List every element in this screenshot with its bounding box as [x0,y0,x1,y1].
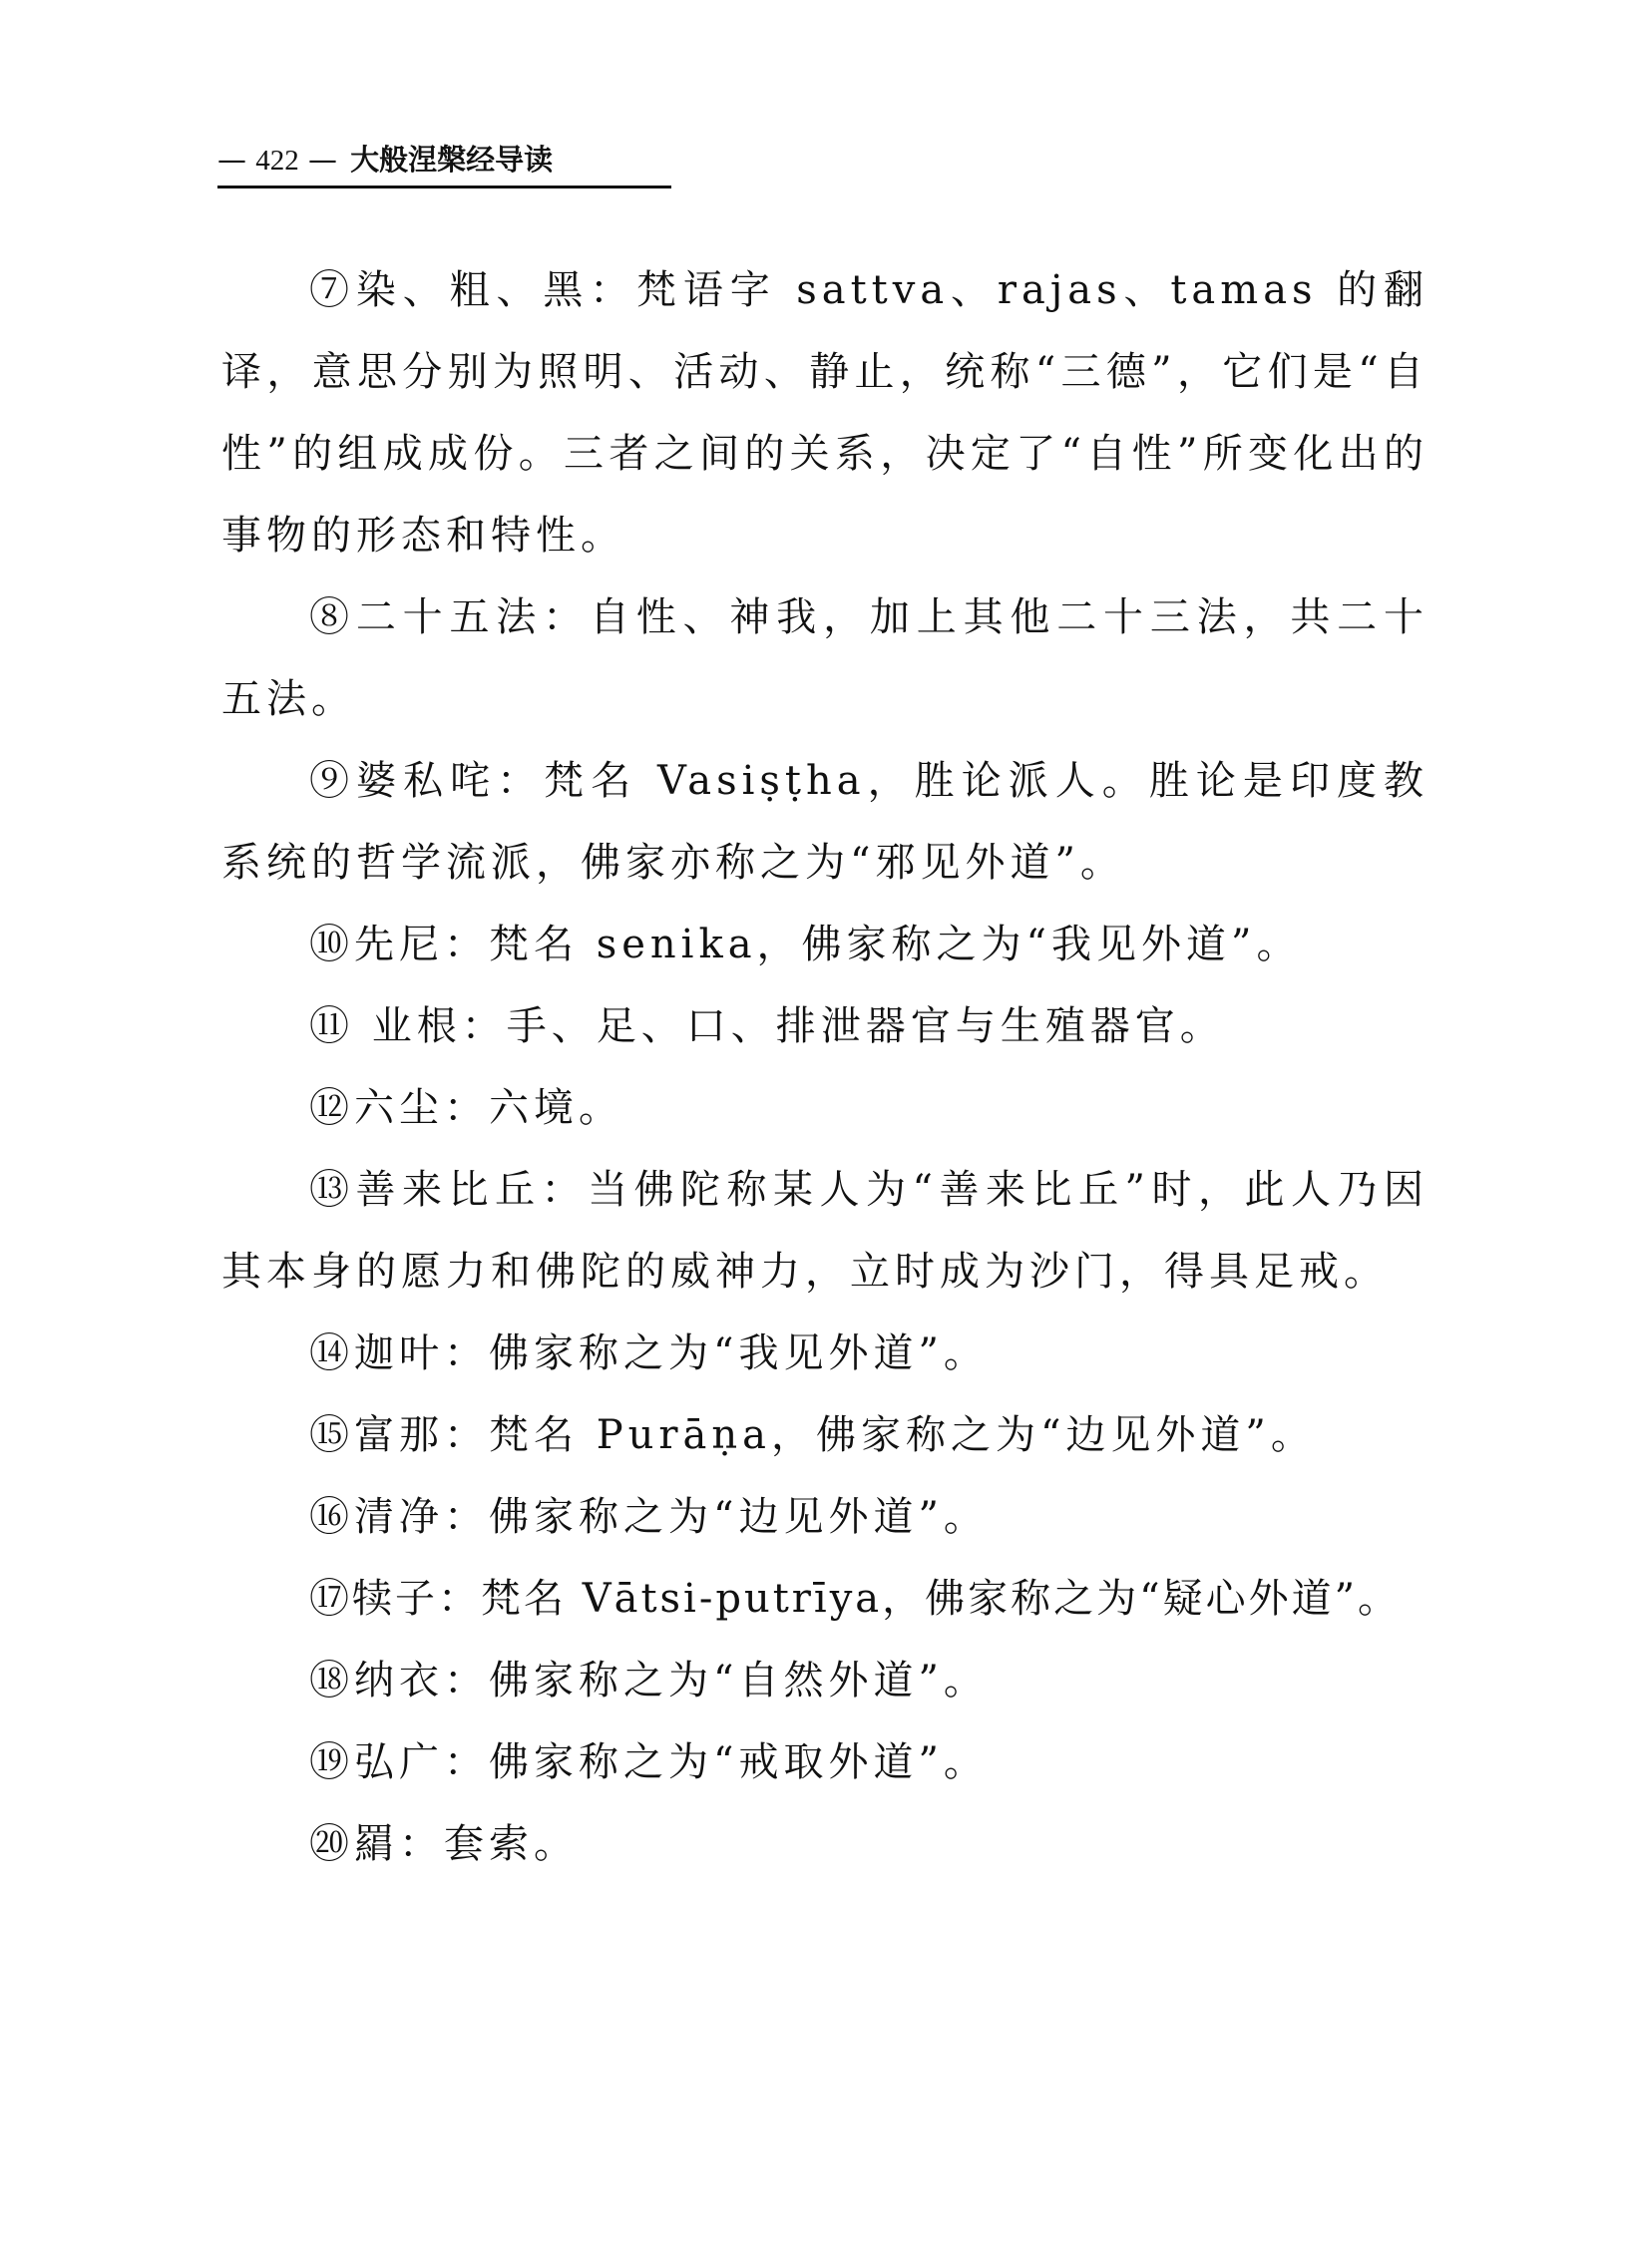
note-text: 羂：套索。 [354,1821,579,1867]
note-marker: ⑱ [309,1658,354,1703]
note-text: 业根：手、足、口、排泄器官与生殖器官。 [354,1003,1225,1049]
note-text: 清净：佛家称之为“边见外道”。 [354,1494,989,1540]
note-marker: ⑲ [309,1739,354,1785]
note-12 [221,1067,1428,1149]
note-10 [221,904,1428,985]
page-number: 422 [255,145,299,177]
header-dash-right: — [307,143,337,177]
note-16 [221,1476,1428,1558]
note-18 [221,1640,1428,1721]
running-header [217,140,671,189]
note-marker: ⑮ [309,1412,354,1458]
note-marker: ⑰ [309,1576,352,1622]
note-19 [221,1721,1428,1803]
note-text: 犊子：梵名 Vātsi-putrīya，佛家称之为“疑心外道”。 [352,1576,1402,1622]
note-13 [221,1149,1428,1313]
note-9 [221,740,1428,904]
note-text: 染、粗、黑：梵语字 sattva、rajas、tamas 的翻译，意思分别为照明、活动、静止，统称“三德”，它们是“自性”的组成成份。三者之间的关系，决定了“自性”所变化出的事物的形态和特性。 [221,267,1429,559]
note-text: 善来比丘：当佛陀称某人为“善来比丘”时，此人乃因其本身的愿力和佛陀的威神力，立时成为沙门，得具足戒。 [221,1167,1429,1295]
note-7 [221,249,1428,576]
note-text: 婆私咤：梵名 Vasiṣṭha，胜论派人。胜论是印度教系统的哲学流派，佛家亦称之为“邪见外道”。 [221,758,1429,886]
note-text: 富那：梵名 Purāṇa，佛家称之为“边见外道”。 [354,1412,1316,1458]
notes-list [221,249,1428,1885]
note-8 [221,576,1428,740]
header-dash-left: — [217,143,246,177]
note-text: 纳衣：佛家称之为“自然外道”。 [354,1658,989,1703]
note-marker: ⑦ [309,267,356,313]
note-17 [221,1558,1428,1640]
note-marker: ⑪ [309,1003,354,1049]
note-marker: ⑨ [309,758,357,804]
note-text: 二十五法：自性、神我，加上其他二十三法，共二十五法。 [221,594,1429,722]
note-marker: ⑭ [309,1330,354,1376]
note-text: 先尼：梵名 senika，佛家称之为“我见外道”。 [354,922,1302,967]
note-text: 迦叶：佛家称之为“我见外道”。 [354,1330,989,1376]
book-title: 大般涅槃经导读 [350,143,554,177]
note-20 [221,1803,1428,1885]
note-text: 六尘：六境。 [354,1085,623,1131]
note-marker: ⑯ [309,1494,354,1540]
note-marker: ⑧ [309,594,356,640]
note-marker: ⑬ [309,1167,356,1213]
note-text: 弘广：佛家称之为“戒取外道”。 [354,1739,989,1785]
note-marker: ⑳ [309,1821,354,1867]
note-15 [221,1394,1428,1476]
note-marker: ⑫ [309,1085,354,1131]
note-11 [221,985,1428,1067]
note-14 [221,1313,1428,1394]
note-marker: ⑩ [309,922,354,967]
